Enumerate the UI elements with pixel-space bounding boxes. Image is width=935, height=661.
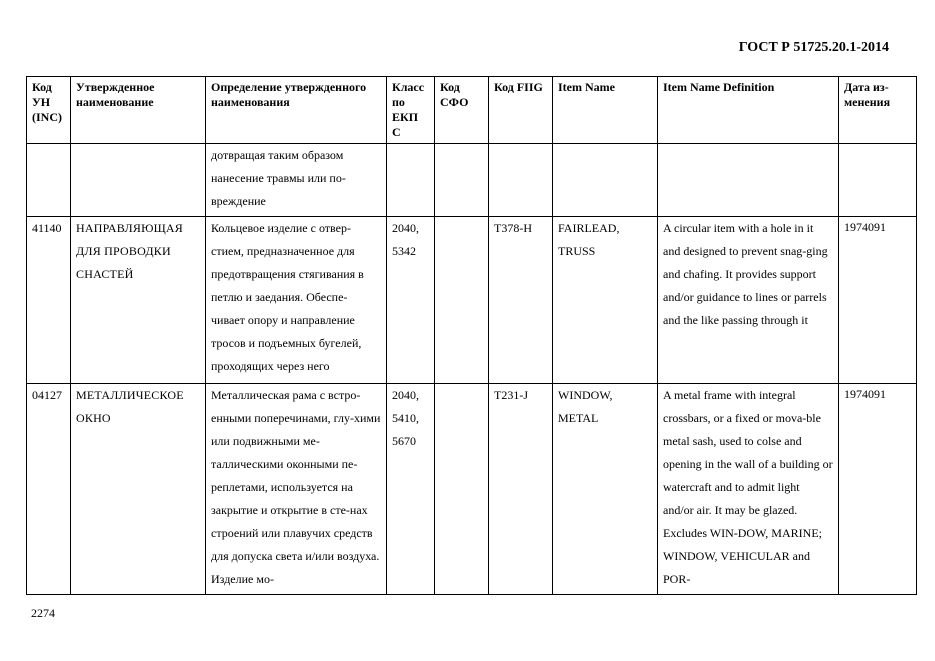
cell-sfo-code — [435, 384, 489, 595]
cell-inc: 41140 — [27, 217, 71, 384]
cell-change-date: 1974091 — [839, 384, 917, 595]
document-header: ГОСТ Р 51725.20.1-2014 — [738, 40, 889, 55]
cell-ekps-class: 2040, 5410, 5670 — [387, 384, 435, 595]
column-header-item-definition: Item Name Definition — [658, 77, 839, 144]
cell-fiig-code — [489, 144, 553, 217]
cell-approved-name: МЕТАЛЛИЧЕСКОЕ ОКНО — [71, 384, 206, 595]
cell-inc — [27, 144, 71, 217]
cell-definition: дотвращая таким образом нанесение травмы или по-вреждение — [206, 144, 387, 217]
column-header-approved-name: Утвержденное наименование — [71, 77, 206, 144]
cell-item-definition: A metal frame with integral crossbars, or a fixed or mova-ble metal sash, used to colse and opening in the wall of a building or watercraft and to admit light and/or air. It may be glazed. Excludes WIN-DOW, MARINE; WINDOW, VEHICULAR and POR- — [658, 384, 839, 595]
column-header-change-date: Дата из-менения — [839, 77, 917, 144]
cell-definition: Металлическая рама с встро-енными поперечинами, глу-хими или подвижными ме-таллическими оконными пе-реплетами, используется на закрытие и открытие в сте-нах строений или плавучих средств для допуска света и/или воздуха. Изделие мо- — [206, 384, 387, 595]
cell-fiig-code: T378-H — [489, 217, 553, 384]
cell-approved-name — [71, 144, 206, 217]
cell-fiig-code: T231-J — [489, 384, 553, 595]
column-header-inc: Код УН (INC) — [27, 77, 71, 144]
cell-item-name: WINDOW, METAL — [553, 384, 658, 595]
column-header-fiig-code: Код FIIG — [489, 77, 553, 144]
column-header-sfo-code: Код СФО — [435, 77, 489, 144]
catalog-table — [26, 76, 917, 595]
cell-ekps-class — [387, 144, 435, 217]
cell-item-definition — [658, 144, 839, 217]
column-header-definition: Определение утвержденного наименования — [206, 77, 387, 144]
cell-change-date — [839, 144, 917, 217]
column-header-ekps-class: Класс по ЕКП С — [387, 77, 435, 144]
cell-inc: 04127 — [27, 384, 71, 595]
cell-approved-name: НАПРАВЛЯЮЩАЯ ДЛЯ ПРОВОДКИ СНАСТЕЙ — [71, 217, 206, 384]
cell-sfo-code — [435, 217, 489, 384]
cell-item-definition: A circular item with a hole in it and designed to prevent snag-ging and chafing. It provides support and/or guidance to lines or parrels and the like passing through it — [658, 217, 839, 384]
table-row — [27, 217, 917, 384]
cell-ekps-class: 2040, 5342 — [387, 217, 435, 384]
cell-item-name: FAIRLEAD, TRUSS — [553, 217, 658, 384]
cell-change-date: 1974091 — [839, 217, 917, 384]
column-header-item-name: Item Name — [553, 77, 658, 144]
cell-sfo-code — [435, 144, 489, 217]
cell-definition: Кольцевое изделие с отвер-стием, предназначенное для предотвращения стягивания в петлю и заедания. Обеспе-чивает опору и направление тросов и подъемных бугелей, проходящих через него — [206, 217, 387, 384]
table-row — [27, 384, 917, 595]
cell-item-name — [553, 144, 658, 217]
table-row — [27, 144, 917, 217]
page-number: 2274 — [31, 606, 55, 620]
table-header-row — [27, 77, 917, 144]
